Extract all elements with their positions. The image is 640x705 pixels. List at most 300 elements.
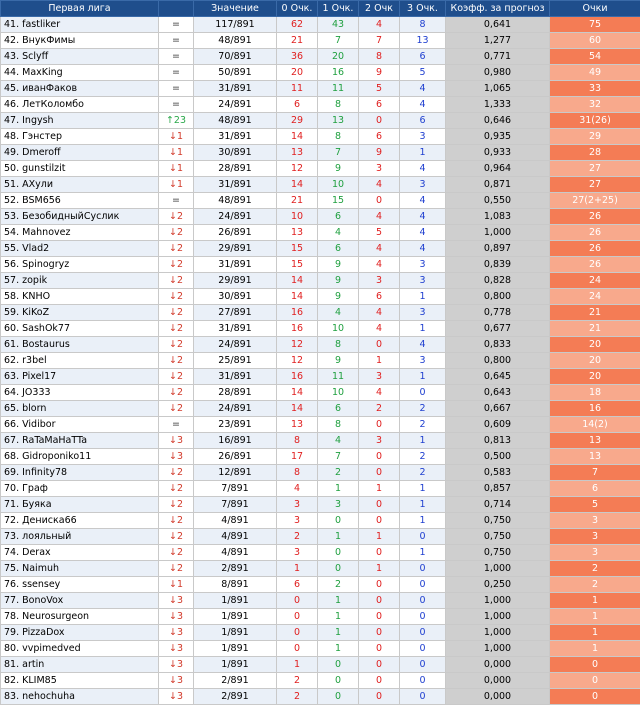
rank-change: ↓1	[159, 177, 194, 193]
value-cell: 16/891	[194, 433, 277, 449]
rank-change: ↓3	[159, 593, 194, 609]
two-points-cell: 4	[359, 385, 400, 401]
table-row	[1, 561, 640, 577]
header-league: Первая лига	[1, 1, 159, 17]
two-points-cell: 5	[359, 225, 400, 241]
three-points-cell: 4	[400, 161, 446, 177]
points-cell: 21	[550, 305, 640, 321]
player-name: 50. gunstilzit	[1, 161, 159, 177]
rank-change: ↓1	[159, 129, 194, 145]
header-value: Значение	[194, 1, 277, 17]
points-cell: 2	[550, 577, 640, 593]
three-points-cell: 0	[400, 673, 446, 689]
value-cell: 1/891	[194, 609, 277, 625]
zero-points-cell: 2	[277, 529, 318, 545]
rank-change: =	[159, 49, 194, 65]
one-point-cell: 9	[318, 273, 359, 289]
coefficient-cell: 0,933	[446, 145, 550, 161]
two-points-cell: 6	[359, 289, 400, 305]
player-name: 48. Гэнстер	[1, 129, 159, 145]
value-cell: 4/891	[194, 513, 277, 529]
value-cell: 26/891	[194, 449, 277, 465]
three-points-cell: 4	[400, 337, 446, 353]
player-name: 49. Dmeroff	[1, 145, 159, 161]
points-cell: 5	[550, 497, 640, 513]
three-points-cell: 3	[400, 129, 446, 145]
one-point-cell: 13	[318, 113, 359, 129]
points-cell: 31(26)	[550, 113, 640, 129]
rank-change: ↑23	[159, 113, 194, 129]
player-name: 43. Sclyff	[1, 49, 159, 65]
coefficient-cell: 0,677	[446, 321, 550, 337]
value-cell: 31/891	[194, 81, 277, 97]
rank-change: ↓2	[159, 337, 194, 353]
zero-points-cell: 14	[277, 129, 318, 145]
coefficient-cell: 1,000	[446, 561, 550, 577]
coefficient-cell: 0,839	[446, 257, 550, 273]
table-row	[1, 65, 640, 81]
zero-points-cell: 13	[277, 145, 318, 161]
three-points-cell: 2	[400, 465, 446, 481]
zero-points-cell: 2	[277, 673, 318, 689]
zero-points-cell: 1	[277, 561, 318, 577]
rank-change: =	[159, 65, 194, 81]
one-point-cell: 1	[318, 593, 359, 609]
three-points-cell: 3	[400, 257, 446, 273]
coefficient-cell: 0,646	[446, 113, 550, 129]
one-point-cell: 3	[318, 497, 359, 513]
player-name: 67. RaTaMaHaTTa	[1, 433, 159, 449]
player-name: 71. Буяка	[1, 497, 159, 513]
player-name: 51. АХули	[1, 177, 159, 193]
player-name: 61. Bostaurus	[1, 337, 159, 353]
table-row	[1, 97, 640, 113]
value-cell: 2/891	[194, 561, 277, 577]
player-name: 41. fastliker	[1, 17, 159, 33]
rank-change: ↓2	[159, 529, 194, 545]
table-row	[1, 481, 640, 497]
rank-change: ↓2	[159, 273, 194, 289]
zero-points-cell: 16	[277, 321, 318, 337]
value-cell: 26/891	[194, 225, 277, 241]
three-points-cell: 2	[400, 449, 446, 465]
three-points-cell: 4	[400, 97, 446, 113]
value-cell: 7/891	[194, 481, 277, 497]
two-points-cell: 6	[359, 97, 400, 113]
two-points-cell: 1	[359, 529, 400, 545]
one-point-cell: 9	[318, 257, 359, 273]
coefficient-cell: 0,871	[446, 177, 550, 193]
three-points-cell: 2	[400, 417, 446, 433]
value-cell: 70/891	[194, 49, 277, 65]
coefficient-cell: 0,935	[446, 129, 550, 145]
zero-points-cell: 11	[277, 81, 318, 97]
value-cell: 8/891	[194, 577, 277, 593]
points-cell: 20	[550, 337, 640, 353]
two-points-cell: 1	[359, 353, 400, 369]
two-points-cell: 0	[359, 657, 400, 673]
value-cell: 31/891	[194, 321, 277, 337]
coefficient-cell: 1,000	[446, 609, 550, 625]
two-points-cell: 1	[359, 481, 400, 497]
zero-points-cell: 1	[277, 657, 318, 673]
one-point-cell: 8	[318, 417, 359, 433]
points-cell: 24	[550, 289, 640, 305]
zero-points-cell: 15	[277, 241, 318, 257]
table-row	[1, 49, 640, 65]
three-points-cell: 3	[400, 305, 446, 321]
zero-points-cell: 62	[277, 17, 318, 33]
one-point-cell: 11	[318, 369, 359, 385]
table-row	[1, 689, 640, 705]
rank-change: ↓3	[159, 449, 194, 465]
player-name: 78. Neurosurgeon	[1, 609, 159, 625]
player-name: 62. r3bel	[1, 353, 159, 369]
coefficient-cell: 0,641	[446, 17, 550, 33]
two-points-cell: 0	[359, 337, 400, 353]
value-cell: 31/891	[194, 257, 277, 273]
points-cell: 0	[550, 657, 640, 673]
points-cell: 6	[550, 481, 640, 497]
two-points-cell: 3	[359, 369, 400, 385]
player-name: 77. BonoVox	[1, 593, 159, 609]
points-cell: 18	[550, 385, 640, 401]
rank-change: ↓3	[159, 689, 194, 705]
coefficient-cell: 0,828	[446, 273, 550, 289]
two-points-cell: 0	[359, 113, 400, 129]
three-points-cell: 3	[400, 177, 446, 193]
player-name: 45. иванФаков	[1, 81, 159, 97]
table-row	[1, 129, 640, 145]
rank-change: =	[159, 17, 194, 33]
value-cell: 23/891	[194, 417, 277, 433]
table-row	[1, 433, 640, 449]
one-point-cell: 9	[318, 161, 359, 177]
header-zero-points: 0 Очк.	[277, 1, 318, 17]
player-name: 56. Spinogryz	[1, 257, 159, 273]
points-cell: 33	[550, 81, 640, 97]
three-points-cell: 1	[400, 145, 446, 161]
two-points-cell: 4	[359, 257, 400, 273]
zero-points-cell: 14	[277, 385, 318, 401]
value-cell: 27/891	[194, 305, 277, 321]
two-points-cell: 0	[359, 593, 400, 609]
two-points-cell: 4	[359, 305, 400, 321]
coefficient-cell: 0,771	[446, 49, 550, 65]
zero-points-cell: 3	[277, 497, 318, 513]
three-points-cell: 1	[400, 433, 446, 449]
value-cell: 4/891	[194, 529, 277, 545]
rank-change: ↓3	[159, 609, 194, 625]
value-cell: 1/891	[194, 657, 277, 673]
three-points-cell: 1	[400, 497, 446, 513]
table-row	[1, 513, 640, 529]
points-cell: 27	[550, 177, 640, 193]
one-point-cell: 7	[318, 145, 359, 161]
player-name: 69. Infinity78	[1, 465, 159, 481]
zero-points-cell: 6	[277, 97, 318, 113]
table-row	[1, 529, 640, 545]
value-cell: 2/891	[194, 673, 277, 689]
value-cell: 24/891	[194, 401, 277, 417]
table-row	[1, 401, 640, 417]
two-points-cell: 9	[359, 145, 400, 161]
player-name: 59. KiKoZ	[1, 305, 159, 321]
rank-change: ↓3	[159, 673, 194, 689]
table-row	[1, 33, 640, 49]
points-cell: 3	[550, 529, 640, 545]
table-row	[1, 257, 640, 273]
value-cell: 31/891	[194, 129, 277, 145]
table-row	[1, 209, 640, 225]
value-cell: 4/891	[194, 545, 277, 561]
coefficient-cell: 0,980	[446, 65, 550, 81]
zero-points-cell: 6	[277, 577, 318, 593]
zero-points-cell: 15	[277, 257, 318, 273]
coefficient-cell: 0,609	[446, 417, 550, 433]
one-point-cell: 8	[318, 97, 359, 113]
table-row	[1, 593, 640, 609]
header-two-points: 2 Очк	[359, 1, 400, 17]
three-points-cell: 1	[400, 369, 446, 385]
points-cell: 7	[550, 465, 640, 481]
rank-change: ↓2	[159, 465, 194, 481]
zero-points-cell: 12	[277, 161, 318, 177]
three-points-cell: 1	[400, 289, 446, 305]
one-point-cell: 20	[318, 49, 359, 65]
zero-points-cell: 21	[277, 193, 318, 209]
table-row	[1, 353, 640, 369]
rank-change: ↓2	[159, 225, 194, 241]
two-points-cell: 7	[359, 33, 400, 49]
two-points-cell: 0	[359, 577, 400, 593]
value-cell: 7/891	[194, 497, 277, 513]
player-name: 70. Граф	[1, 481, 159, 497]
value-cell: 24/891	[194, 337, 277, 353]
one-point-cell: 1	[318, 529, 359, 545]
three-points-cell: 6	[400, 113, 446, 129]
zero-points-cell: 17	[277, 449, 318, 465]
table-row	[1, 385, 640, 401]
rank-change: ↓2	[159, 497, 194, 513]
value-cell: 31/891	[194, 369, 277, 385]
rank-change: ↓1	[159, 145, 194, 161]
coefficient-cell: 0,800	[446, 353, 550, 369]
zero-points-cell: 29	[277, 113, 318, 129]
three-points-cell: 0	[400, 593, 446, 609]
one-point-cell: 7	[318, 33, 359, 49]
points-cell: 26	[550, 257, 640, 273]
table-row	[1, 625, 640, 641]
coefficient-cell: 0,857	[446, 481, 550, 497]
zero-points-cell: 4	[277, 481, 318, 497]
value-cell: 48/891	[194, 113, 277, 129]
rank-change: ↓2	[159, 545, 194, 561]
one-point-cell: 1	[318, 625, 359, 641]
player-name: 75. Naimuh	[1, 561, 159, 577]
rank-change: ↓2	[159, 481, 194, 497]
value-cell: 30/891	[194, 289, 277, 305]
one-point-cell: 9	[318, 289, 359, 305]
coefficient-cell: 0,750	[446, 529, 550, 545]
two-points-cell: 0	[359, 689, 400, 705]
one-point-cell: 43	[318, 17, 359, 33]
value-cell: 28/891	[194, 161, 277, 177]
three-points-cell: 1	[400, 545, 446, 561]
two-points-cell: 4	[359, 321, 400, 337]
player-name: 83. nehochuha	[1, 689, 159, 705]
points-cell: 27	[550, 161, 640, 177]
rank-change: ↓2	[159, 289, 194, 305]
header-change	[159, 1, 194, 17]
coefficient-cell: 0,550	[446, 193, 550, 209]
zero-points-cell: 8	[277, 465, 318, 481]
zero-points-cell: 14	[277, 177, 318, 193]
rank-change: ↓2	[159, 401, 194, 417]
three-points-cell: 3	[400, 273, 446, 289]
zero-points-cell: 36	[277, 49, 318, 65]
header-row	[1, 1, 640, 17]
coefficient-cell: 1,277	[446, 33, 550, 49]
coefficient-cell: 0,778	[446, 305, 550, 321]
points-cell: 1	[550, 593, 640, 609]
three-points-cell: 0	[400, 689, 446, 705]
points-cell: 29	[550, 129, 640, 145]
zero-points-cell: 14	[277, 289, 318, 305]
points-cell: 1	[550, 625, 640, 641]
value-cell: 48/891	[194, 193, 277, 209]
coefficient-cell: 0,714	[446, 497, 550, 513]
zero-points-cell: 0	[277, 641, 318, 657]
points-cell: 26	[550, 225, 640, 241]
value-cell: 24/891	[194, 209, 277, 225]
table-row	[1, 305, 640, 321]
three-points-cell: 0	[400, 641, 446, 657]
two-points-cell: 8	[359, 49, 400, 65]
zero-points-cell: 12	[277, 353, 318, 369]
points-cell: 14(2)	[550, 417, 640, 433]
coefficient-cell: 0,750	[446, 545, 550, 561]
table-row	[1, 289, 640, 305]
rank-change: ↓2	[159, 353, 194, 369]
two-points-cell: 3	[359, 433, 400, 449]
player-name: 68. Gidroponiko11	[1, 449, 159, 465]
one-point-cell: 11	[318, 81, 359, 97]
two-points-cell: 0	[359, 449, 400, 465]
one-point-cell: 10	[318, 385, 359, 401]
value-cell: 25/891	[194, 353, 277, 369]
rank-change: ↓2	[159, 385, 194, 401]
two-points-cell: 4	[359, 17, 400, 33]
rank-change: ↓3	[159, 433, 194, 449]
three-points-cell: 1	[400, 513, 446, 529]
rank-change: ↓2	[159, 369, 194, 385]
rank-change: ↓3	[159, 625, 194, 641]
player-name: 65. blorn	[1, 401, 159, 417]
one-point-cell: 10	[318, 321, 359, 337]
player-name: 79. PizzaDox	[1, 625, 159, 641]
value-cell: 50/891	[194, 65, 277, 81]
three-points-cell: 3	[400, 353, 446, 369]
coefficient-cell: 1,065	[446, 81, 550, 97]
rank-change: ↓1	[159, 161, 194, 177]
two-points-cell: 4	[359, 241, 400, 257]
two-points-cell: 5	[359, 81, 400, 97]
rank-change: =	[159, 81, 194, 97]
rank-change: ↓2	[159, 305, 194, 321]
two-points-cell: 1	[359, 561, 400, 577]
table-row	[1, 337, 640, 353]
points-cell: 26	[550, 209, 640, 225]
coefficient-cell: 0,250	[446, 577, 550, 593]
rank-change: =	[159, 193, 194, 209]
two-points-cell: 0	[359, 625, 400, 641]
points-cell: 16	[550, 401, 640, 417]
three-points-cell: 1	[400, 321, 446, 337]
player-name: 58. KNHO	[1, 289, 159, 305]
header-coefficient: Коэфф. за прогноз	[446, 1, 550, 17]
table-row	[1, 81, 640, 97]
rank-change: ↓2	[159, 257, 194, 273]
two-points-cell: 9	[359, 65, 400, 81]
one-point-cell: 0	[318, 513, 359, 529]
three-points-cell: 8	[400, 17, 446, 33]
two-points-cell: 0	[359, 641, 400, 657]
zero-points-cell: 8	[277, 433, 318, 449]
one-point-cell: 4	[318, 305, 359, 321]
points-cell: 13	[550, 433, 640, 449]
zero-points-cell: 0	[277, 609, 318, 625]
coefficient-cell: 1,000	[446, 225, 550, 241]
table-row	[1, 193, 640, 209]
three-points-cell: 4	[400, 209, 446, 225]
three-points-cell: 4	[400, 81, 446, 97]
points-cell: 32	[550, 97, 640, 113]
player-name: 73. лояльный	[1, 529, 159, 545]
zero-points-cell: 3	[277, 545, 318, 561]
one-point-cell: 0	[318, 689, 359, 705]
three-points-cell: 0	[400, 561, 446, 577]
one-point-cell: 4	[318, 225, 359, 241]
points-cell: 28	[550, 145, 640, 161]
player-name: 44. MaxKing	[1, 65, 159, 81]
three-points-cell: 4	[400, 241, 446, 257]
zero-points-cell: 20	[277, 65, 318, 81]
coefficient-cell: 0,583	[446, 465, 550, 481]
one-point-cell: 0	[318, 545, 359, 561]
player-name: 60. SashOk77	[1, 321, 159, 337]
two-points-cell: 0	[359, 609, 400, 625]
two-points-cell: 3	[359, 161, 400, 177]
rank-change: ↓3	[159, 641, 194, 657]
rank-change: ↓3	[159, 657, 194, 673]
table-row	[1, 113, 640, 129]
three-points-cell: 5	[400, 65, 446, 81]
table-row	[1, 273, 640, 289]
player-name: 53. БезобидныйСуслик	[1, 209, 159, 225]
value-cell: 29/891	[194, 273, 277, 289]
table-row	[1, 497, 640, 513]
two-points-cell: 3	[359, 273, 400, 289]
table-row	[1, 417, 640, 433]
coefficient-cell: 0,813	[446, 433, 550, 449]
coefficient-cell: 1,000	[446, 593, 550, 609]
three-points-cell: 1	[400, 481, 446, 497]
zero-points-cell: 0	[277, 593, 318, 609]
table-row	[1, 369, 640, 385]
table-row	[1, 641, 640, 657]
points-cell: 0	[550, 673, 640, 689]
